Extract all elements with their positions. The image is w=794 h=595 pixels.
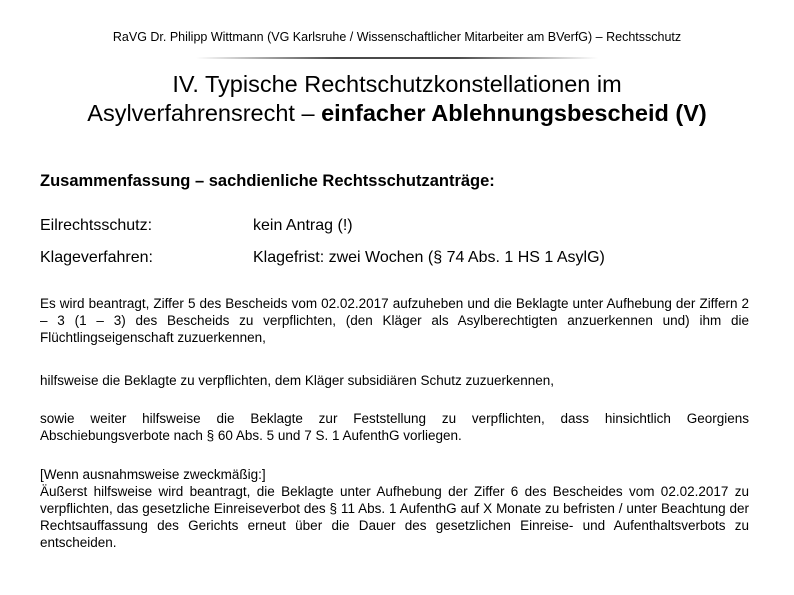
header-divider [196, 57, 598, 59]
main-motion-paragraph: Es wird beantragt, Ziffer 5 des Bescheids vom 02.02.2017 aufzuheben und die Beklagte unter Aufhebung der Ziffern 2 – 3 (1 – 3) des Bescheids zu verpflichten, (den Kläger als Asylberechtigten anzuerkennen und) ihm die Flüchtlingseigenschaft zuzuerkennen, [40, 296, 749, 345]
title-line-2-bold: einfacher Ablehnungsbescheid (V) [321, 100, 707, 126]
final-auxiliary-motion-text: Äußerst hilfsweise wird beantragt, die Beklagte unter Aufhebung der Ziffer 6 des Bescheides vom 02.02.2017 zu verpflichten, das gesetzliche Einreiseverbot des § 11 Abs. 1 AufenthG auf X Monate zu befristen / unter Beachtung der Rechtsauffassung des Gerichts erneut über die Dauer des gesetzlichen Einreise- und Aufenthaltsverbots zu entscheiden. [40, 484, 749, 550]
first-auxiliary-motion-paragraph: hilfsweise die Beklagte zu verpflichten, dem Kläger subsidiären Schutz zuzuerkennen, [40, 373, 555, 388]
title-line-1: IV. Typische Rechtschutzkonstellationen im [172, 71, 622, 97]
second-auxiliary-motion-paragraph: sowie weiter hilfsweise die Beklagte zur Feststellung zu verpflichten, dass hinsichtlich Georgiens Abschiebungsverbote nach § 60 Abs. 5 und 7 S. 1 AufenthG vorliegen. [40, 411, 749, 443]
section-heading: Zusammenfassung – sachdienliche Rechtsschutzanträge: [40, 172, 495, 190]
title-line-2 [20, 99, 774, 128]
title-line-2-plain: Asylverfahrensrecht – [87, 100, 322, 126]
remedy-value: Klagefrist: zwei Wochen (§ 74 Abs. 1 HS 1 AsylG) [253, 249, 605, 266]
optional-note: [Wenn ausnahmsweise zweckmäßig:] [40, 467, 266, 482]
remedy-label: Eilrechtsschutz: [40, 217, 153, 234]
slide-header: RaVG Dr. Philipp Wittmann (VG Karlsruhe / Wissenschaftlicher Mitarbeiter am BVerfG) – Rechtsschutz [112, 30, 682, 44]
final-auxiliary-motion-paragraph [40, 466, 749, 551]
remedy-label: Klageverfahren: [40, 249, 153, 266]
remedy-value: kein Antrag (!) [253, 217, 353, 234]
slide-title [20, 70, 774, 128]
